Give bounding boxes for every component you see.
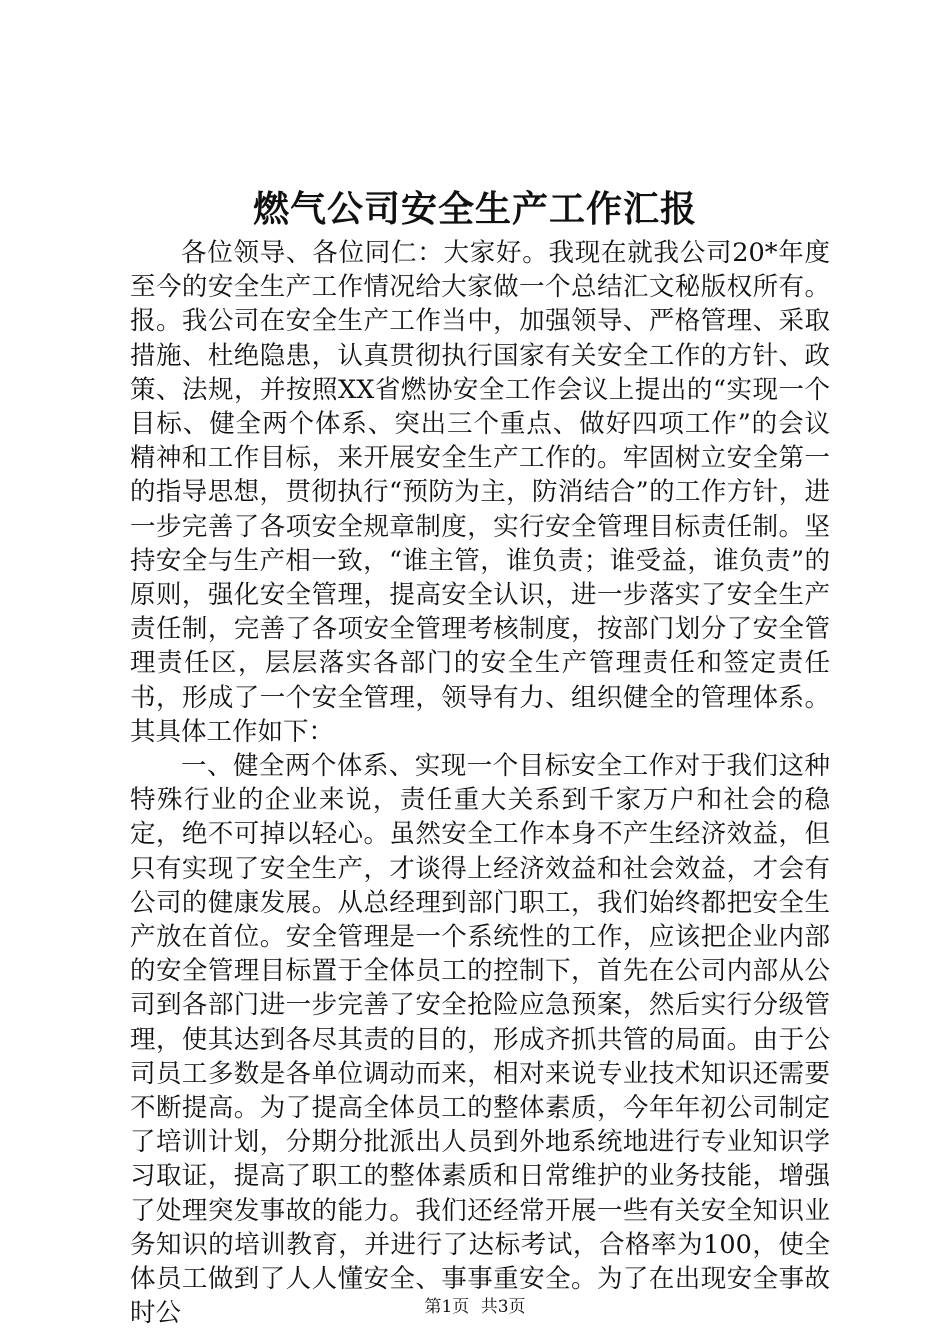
document-body [130,236,830,1331]
page-footer [0,1296,950,1318]
paragraph-section-one: 一、健全两个体系、实现一个目标安全工作对于我们这种特殊行业的企业来说，责任重大关系到千家万户和社会的稳定，绝不可掉以轻心。虽然安全工作本身不产生经济效益，但只有实现了安全生产，才谈得上经济效益和社会效益，才会有公司的健康发展。从总经理到部门职工，我们始终都把安全生产放在首位。安全管理是一个系统性的工作，应该把企业内部的安全管理目标置于全体员工的控制下，首先在公司内部从公司到各部门进一步完善了安全抢险应急预案，然后实行分级管理，使其达到各尽其责的目的，形成齐抓共管的局面。由于公司员工多数是各单位调动而来，相对来说专业技术知识还需要不断提高。为了提高全体员工的整体素质，今年年初公司制定了培训计划，分期分批派出人员到外地系统地进行专业知识学习取证，提高了职工的整体素质和日常维护的业务技能，增强了处理突发事故的能力。我们还经常开展一些有关安全知识业务知识的培训教育，并进行了达标考试，合格率为100，使全体员工做到了人人懂安全、事事重安全。为了在出现安全事故时公 [130,751,830,1329]
paragraph-intro: 各位领导、各位同仁：大家好。我现在就我公司20*年度至今的安全生产工作情况给大家做一个总结汇文秘版权所有。报。我公司在安全生产工作当中，加强领导、严格管理、采取措施、杜绝隐患，认真贯彻执行国家有关安全工作的方针、政策、法规，并按照XX省燃协安全工作会议上提出的“实现一个目标、健全两个体系、突出三个重点、做好四项工作”的会议精神和工作目标，来开展安全生产工作的。牢固树立安全第一的指导思想，贯彻执行“预防为主，防消结合”的工作方针，进一步完善了各项安全规章制度，实行安全管理目标责任制。坚持安全与生产相一致，“谁主管，谁负责；谁受益，谁负责”的原则，强化安全管理，提高安全认识，进一步落实了安全生产责任制，完善了各项安全管理考核制度，按部门划分了安全管理责任区，层层落实各部门的安全生产管理责任和签定责任书，形成了一个安全管理，领导有力、组织健全的管理体系。其具体工作如下： [130,238,830,747]
page-number: 第1页 [424,1297,470,1317]
page-total: 共3页 [480,1297,526,1317]
document-title: 燃气公司安全生产工作汇报 [252,188,697,230]
